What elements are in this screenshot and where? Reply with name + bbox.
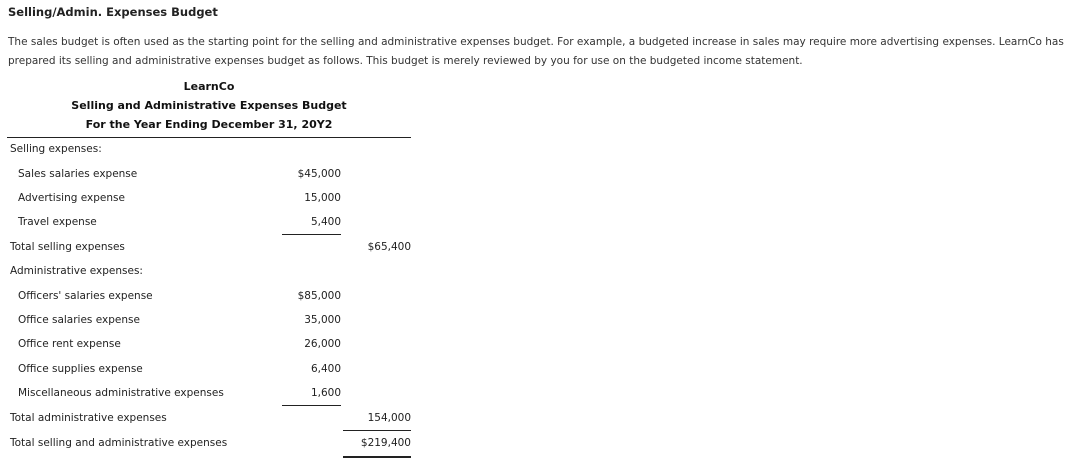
subtotal-rule: [282, 234, 341, 235]
total-rule: [343, 430, 411, 431]
line-item-amount: 1,600: [310, 387, 341, 399]
table-row: [7, 385, 411, 403]
selling-heading-row: [7, 141, 411, 159]
header-rule: [7, 137, 411, 138]
line-item-label: Office supplies expense: [18, 363, 143, 375]
line-item-amount: 26,000: [304, 338, 341, 350]
expenses-budget-report: [7, 78, 411, 462]
line-item-label: Miscellaneous administrative expenses: [18, 387, 224, 399]
line-item-label: Travel expense: [18, 216, 97, 228]
report-period: For the Year Ending December 31, 20Y2: [85, 118, 333, 131]
intro-paragraph: The sales budget is often used as the starting point for the selling and administrative expenses budget. For example, a budgeted increase in sales may require more advertising expenses. LearnCo has prepared its selling and administrative expenses budget as follows. This budget is merely reviewed by you for use on the budgeted income statement.: [8, 36, 1064, 67]
line-item-amount: 35,000: [304, 314, 341, 326]
page-title: Selling/Admin. Expenses Budget: [8, 5, 218, 19]
table-row: [7, 288, 411, 306]
selling-total-label: Total selling expenses: [10, 241, 125, 253]
admin-heading-row: [7, 263, 411, 281]
grand-total-amount: $219,400: [360, 437, 411, 449]
selling-total-amount: $65,400: [367, 241, 411, 253]
line-item-amount: 5,400: [310, 216, 341, 228]
table-row: [7, 166, 411, 184]
admin-total-amount: 154,000: [367, 412, 411, 424]
admin-total-row: [7, 410, 411, 428]
admin-heading: Administrative expenses:: [10, 265, 143, 277]
line-item-label: Office salaries expense: [18, 314, 140, 326]
table-row: [7, 214, 411, 232]
admin-total-label: Total administrative expenses: [10, 412, 167, 424]
line-item-amount: 15,000: [304, 192, 341, 204]
table-row: [7, 361, 411, 379]
grand-total-rule: [343, 456, 411, 458]
subtotal-rule: [282, 405, 341, 406]
selling-total-row: [7, 239, 411, 257]
line-item-label: Office rent expense: [18, 338, 121, 350]
line-item-amount: $85,000: [297, 290, 341, 302]
line-item-label: Officers' salaries expense: [18, 290, 153, 302]
line-item-amount: 6,400: [310, 363, 341, 375]
grand-total-row: [7, 435, 411, 453]
table-row: [7, 312, 411, 330]
report-company: LearnCo: [183, 80, 235, 93]
grand-total-label: Total selling and administrative expenses: [10, 437, 228, 449]
line-item-amount: $45,000: [297, 168, 341, 180]
table-row: [7, 190, 411, 208]
line-item-label: Advertising expense: [18, 192, 125, 204]
table-row: [7, 336, 411, 354]
line-item-label: Sales salaries expense: [18, 168, 138, 180]
selling-heading: Selling expenses:: [10, 143, 102, 155]
report-name: Selling and Administrative Expenses Budget: [71, 99, 347, 112]
